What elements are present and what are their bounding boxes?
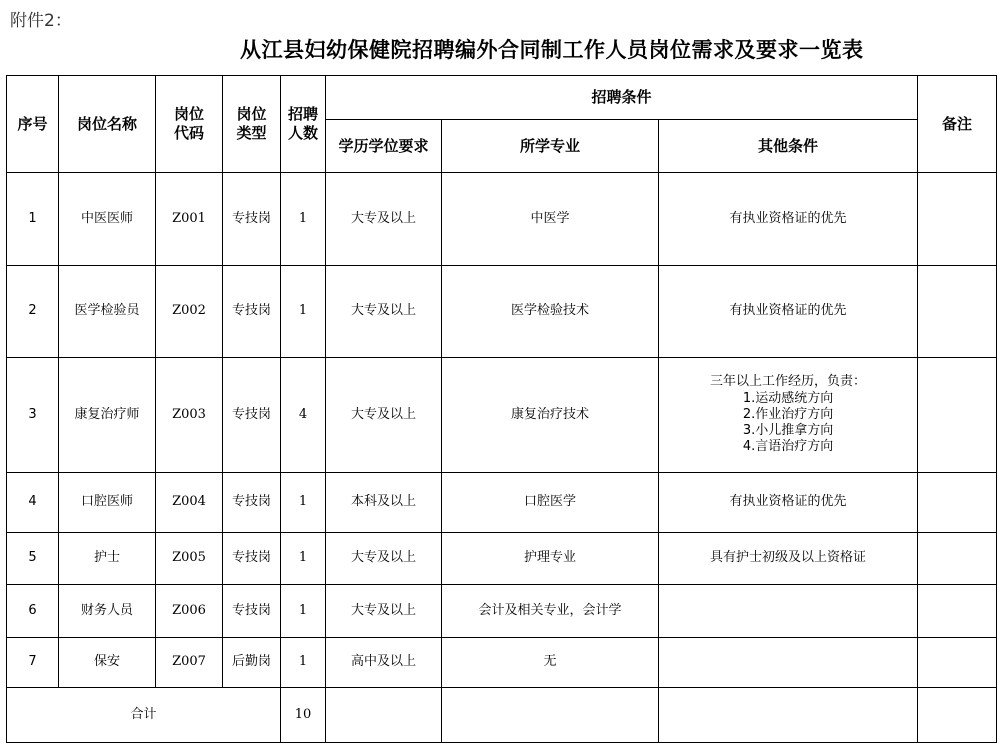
header-position-type-line2: 类型: [236, 124, 267, 143]
cell-education: 大专及以上: [326, 265, 442, 357]
total-cell-other: [659, 687, 918, 742]
cell-major: 无: [442, 638, 659, 687]
cell-education: 高中及以上: [326, 638, 442, 687]
header-position-type-line1: 岗位: [236, 105, 267, 124]
cell-major: 会计及相关专业，会计学: [442, 585, 659, 638]
total-cell-remarks: [918, 687, 997, 742]
cell-position-name: 财务人员: [59, 585, 156, 638]
header-education: 学历学位要求: [326, 120, 442, 173]
cell-remarks: [918, 173, 997, 265]
header-position-code-line2: 代码: [173, 124, 204, 143]
cell-position-code: Z004: [156, 472, 223, 532]
position-table: [6, 75, 997, 743]
cell-major: 口腔医学: [442, 472, 659, 532]
cell-seq: 7: [7, 638, 59, 687]
total-count: 10: [281, 687, 326, 742]
header-row-1: [7, 76, 997, 120]
cell-major: 护理专业: [442, 533, 659, 585]
other-line-3: 3.小儿推拿方向: [742, 423, 834, 439]
cell-seq: 1: [7, 173, 59, 265]
cell-recruit-count: 1: [281, 533, 326, 585]
cell-other: 有执业资格证的优先: [659, 173, 918, 265]
cell-recruit-count: 1: [281, 638, 326, 687]
header-remarks: 备注: [918, 76, 997, 173]
header-other: 其他条件: [659, 120, 918, 173]
cell-other: [659, 358, 918, 473]
cell-seq: 6: [7, 585, 59, 638]
cell-seq: 5: [7, 533, 59, 585]
header-position-type: [223, 76, 281, 173]
header-major: 所学专业: [442, 120, 659, 173]
header-position-code: [156, 76, 223, 173]
table-row: [7, 472, 997, 532]
cell-other: [659, 638, 918, 687]
cell-major: 康复治疗技术: [442, 358, 659, 473]
header-recruit-count-line2: 人数: [287, 124, 318, 143]
cell-position-type: 专技岗: [223, 533, 281, 585]
cell-remarks: [918, 585, 997, 638]
cell-position-code: Z003: [156, 358, 223, 473]
cell-other: [659, 585, 918, 638]
cell-recruit-count: 1: [281, 173, 326, 265]
cell-seq: 4: [7, 472, 59, 532]
cell-position-name: 保安: [59, 638, 156, 687]
cell-remarks: [918, 533, 997, 585]
total-cell-major: [442, 687, 659, 742]
cell-seq: 3: [7, 358, 59, 473]
other-line-4: 4.言语治疗方向: [742, 439, 834, 455]
cell-position-type: 专技岗: [223, 585, 281, 638]
document-title: 从江县妇幼保健院招聘编外合同制工作人员岗位需求及要求一览表: [240, 37, 864, 62]
table-row: [7, 585, 997, 638]
table-row: [7, 358, 997, 473]
cell-position-name: 康复治疗师: [59, 358, 156, 473]
total-row: [7, 687, 997, 742]
cell-position-name: 护士: [59, 533, 156, 585]
table-row: [7, 533, 997, 585]
table-row: [7, 638, 997, 687]
cell-remarks: [918, 638, 997, 687]
header-conditions: 招聘条件: [326, 76, 918, 120]
cell-other: 有执业资格证的优先: [659, 265, 918, 357]
cell-recruit-count: 1: [281, 472, 326, 532]
header-recruit-count-line1: 招聘: [287, 105, 318, 124]
cell-position-name: 医学检验员: [59, 265, 156, 357]
table-row: [7, 173, 997, 265]
cell-recruit-count: 1: [281, 265, 326, 357]
cell-recruit-count: 1: [281, 585, 326, 638]
cell-position-code: Z001: [156, 173, 223, 265]
cell-major: 中医学: [442, 173, 659, 265]
table-row: [7, 265, 997, 357]
cell-remarks: [918, 472, 997, 532]
cell-remarks: [918, 265, 997, 357]
header-position-code-line1: 岗位: [173, 105, 204, 124]
cell-position-type: 专技岗: [223, 472, 281, 532]
cell-position-name: 口腔医师: [59, 472, 156, 532]
cell-position-code: Z005: [156, 533, 223, 585]
cell-remarks: [918, 358, 997, 473]
header-position-name: 岗位名称: [59, 76, 156, 173]
total-label: 合计: [7, 687, 281, 742]
cell-position-code: Z002: [156, 265, 223, 357]
other-line-intro: 三年以上工作经历，负责：: [710, 374, 867, 390]
cell-education: 大专及以上: [326, 585, 442, 638]
other-line-1: 1.运动感统方向: [742, 390, 834, 406]
cell-education: 大专及以上: [326, 533, 442, 585]
cell-position-code: Z007: [156, 638, 223, 687]
cell-other: 具有护士初级及以上资格证: [659, 533, 918, 585]
cell-education: 大专及以上: [326, 358, 442, 473]
other-line-2: 2.作业治疗方向: [742, 406, 834, 422]
cell-seq: 2: [7, 265, 59, 357]
header-recruit-count: [281, 76, 326, 173]
attachment-label: 附件2：: [10, 11, 72, 31]
cell-education: 大专及以上: [326, 173, 442, 265]
cell-position-type: 后勤岗: [223, 638, 281, 687]
total-cell-education: [326, 687, 442, 742]
cell-position-type: 专技岗: [223, 173, 281, 265]
header-seq: 序号: [7, 76, 59, 173]
cell-major: 医学检验技术: [442, 265, 659, 357]
cell-recruit-count: 4: [281, 358, 326, 473]
cell-education: 本科及以上: [326, 472, 442, 532]
cell-other: 有执业资格证的优先: [659, 472, 918, 532]
cell-position-type: 专技岗: [223, 358, 281, 473]
cell-position-type: 专技岗: [223, 265, 281, 357]
cell-position-code: Z006: [156, 585, 223, 638]
cell-position-name: 中医医师: [59, 173, 156, 265]
